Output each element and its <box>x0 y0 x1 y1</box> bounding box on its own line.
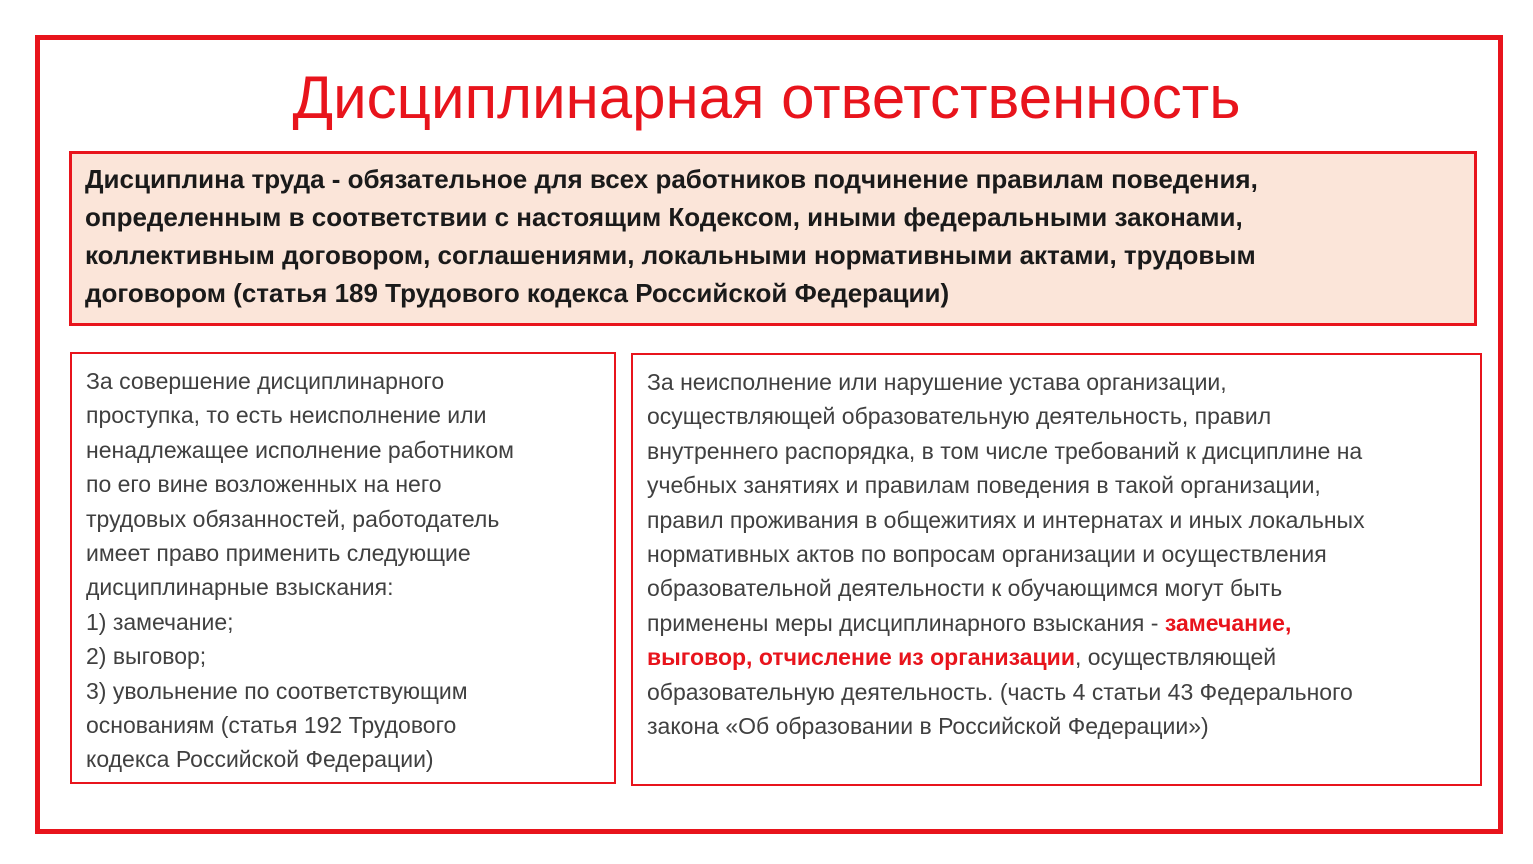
text-line <box>647 640 1470 674</box>
definition-line: определенным в соответствии с настоящим Кодексом, иными федеральными законами, <box>85 202 1243 232</box>
text-line: проступка, то есть неисполнение или <box>86 402 487 429</box>
student-sanctions-text <box>647 365 1470 743</box>
employee-sanctions-box <box>70 352 616 784</box>
text-line: кодекса Российской Федерации) <box>86 746 434 773</box>
text-line: образовательной деятельности к обучающимся могут быть <box>647 575 1283 602</box>
definition-text <box>85 160 1474 312</box>
text-line: закона «Об образовании в Российской Федерации») <box>647 713 1209 740</box>
definition-line: коллективным договором, соглашениями, локальными нормативными актами, трудовым <box>85 240 1256 270</box>
student-sanctions-box <box>631 353 1482 786</box>
sanction-highlight: замечание, <box>1164 609 1292 636</box>
text-line: осуществляющей образовательную деятельность, правил <box>647 403 1272 430</box>
text-line: образовательную деятельность. (часть 4 статьи 43 Федерального <box>647 678 1353 705</box>
text-line: За совершение дисциплинарного <box>86 368 445 394</box>
sanction-highlight: выговор, отчисление из организации <box>647 644 1075 671</box>
text-line: нормативных актов по вопросам организации и осуществления <box>647 541 1327 568</box>
text-line: ненадлежащее исполнение работником <box>86 436 514 463</box>
text-line: основаниям (статья 192 Трудового <box>86 712 457 739</box>
text-line: учебных занятиях и правилам поведения в такой организации, <box>647 472 1321 499</box>
text-line: по его вине возложенных на него <box>86 471 442 498</box>
sanction-item: 2) выговор; <box>86 643 207 670</box>
text-line: имеет право применить следующие <box>86 540 471 567</box>
sanction-item: 3) увольнение по соответствующим <box>86 677 468 704</box>
definition-line: договором (статья 189 Трудового кодекса Российской Федерации) <box>85 278 950 308</box>
text-line: правил проживания в общежитиях и интернатах и иных локальных <box>647 506 1365 533</box>
text-fragment: применены меры дисциплинарного взыскания - <box>647 609 1165 636</box>
text-line: внутреннего распорядка, в том числе требований к дисциплине на <box>647 437 1363 464</box>
text-line: трудовых обязанностей, работодатель <box>86 505 500 532</box>
text-line: дисциплинарные взыскания: <box>86 574 394 601</box>
employee-sanctions-text <box>86 364 602 777</box>
definition-box <box>69 151 1477 326</box>
text-line <box>647 606 1470 640</box>
sanction-item: 1) замечание; <box>86 608 234 635</box>
slide-title: Дисциплинарная ответственность <box>292 64 1241 131</box>
text-line: За неисполнение или нарушение устава организации, <box>647 369 1227 395</box>
text-fragment: , осуществляющей <box>1074 644 1277 671</box>
definition-line: Дисциплина труда - обязательное для всех работников подчинение правилам поведения, <box>85 164 1258 194</box>
